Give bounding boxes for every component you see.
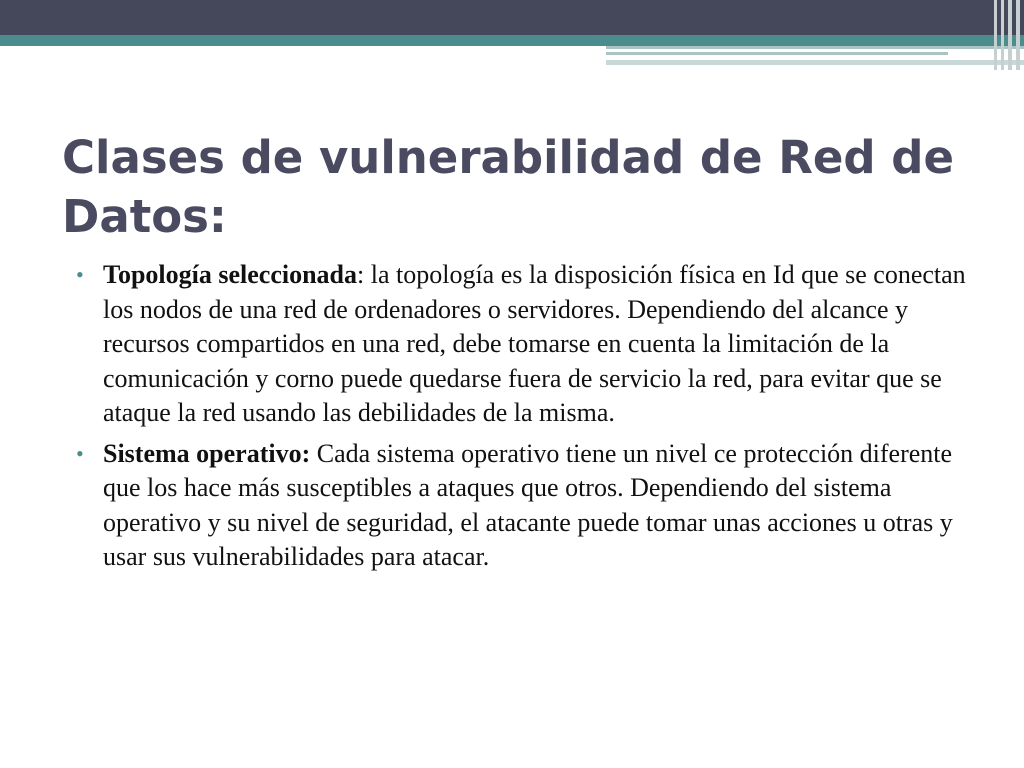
bullet-marker: •	[76, 262, 84, 287]
slide-title: Clases de vulnerabilidad de Red de Datos:	[62, 131, 955, 243]
bullet-list	[76, 258, 976, 581]
accent-band	[0, 35, 1024, 46]
bullet-body: Cada sistema operativo tiene un nivel ce protección diferente que los hace más susceptibles a ataques que otros. Dependiendo del sistema operativo y su nivel de seguridad, el atacante puede tomar unas acciones u otras y usar sus vulnerabilidades para atacar.	[103, 438, 953, 571]
bullet-body: : la topología es la disposición física en Id que se conectan los nodos de una red de ordenadores o servidores. Dependiendo del alcance y recursos compartidos en una red, debe tomarse en cuenta la limitación de la comunicación y corno puede quedarse fuera de servicio la red, para evitar que se ataque la red usando las debilidades de la misma.	[103, 260, 966, 427]
bullet-term: Sistema operativo:	[103, 438, 311, 468]
header-band	[0, 0, 1024, 35]
bullet-item-sistema-operativo	[76, 437, 976, 575]
bullet-marker: •	[76, 440, 84, 466]
decorative-stripes	[990, 0, 1024, 70]
decorative-line	[606, 52, 948, 55]
decorative-line	[606, 46, 1024, 49]
decorative-line	[606, 60, 1024, 65]
bullet-item-topologia	[76, 258, 976, 431]
bullet-term: Topología seleccionada	[103, 260, 358, 289]
